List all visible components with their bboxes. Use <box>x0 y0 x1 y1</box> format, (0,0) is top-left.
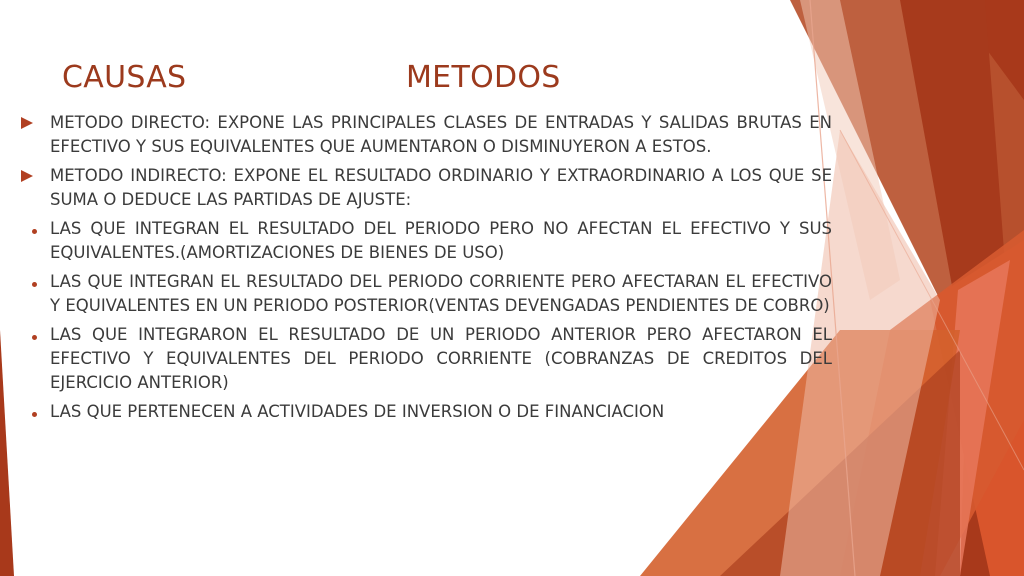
list-item-text: METODO INDIRECTO: EXPONE EL RESULTADO ORDINARIO Y EXTRAORDINARIO A LOS QUE SE SUMA O DEDUCE LAS PARTIDAS DE AJUSTE: <box>50 166 832 209</box>
bullet-list <box>18 111 832 429</box>
dot-bullet-icon <box>18 400 46 424</box>
list-item-text: LAS QUE PERTENECEN A ACTIVIDADES DE INVERSION O DE FINANCIACION <box>50 402 665 421</box>
list-item-no-afectan <box>18 217 832 265</box>
title-metodos: METODOS <box>406 60 561 95</box>
dot-bullet-icon <box>18 217 46 241</box>
list-item-text: LAS QUE INTEGRAN EL RESULTADO DEL PERIODO CORRIENTE PERO AFECTARAN EL EFECTIVO Y EQUIVALENTES EN UN PERIODO POSTERIOR(VENTAS DEVENGADAS PENDIENTES DE COBRO) <box>50 272 832 315</box>
arrow-bullet-icon <box>18 164 46 188</box>
arrow-bullet-icon <box>18 111 46 135</box>
slide-title <box>62 58 622 98</box>
title-causas: CAUSAS <box>62 60 187 95</box>
dot-bullet-icon <box>18 270 46 294</box>
list-item-text: LAS QUE INTEGRAN EL RESULTADO DEL PERIODO PERO NO AFECTAN EL EFECTIVO Y SUS EQUIVALENTES.(AMORTIZACIONES DE BIENES DE USO) <box>50 219 832 262</box>
list-item-metodo-indirecto <box>18 164 832 212</box>
list-item-periodo-posterior <box>18 270 832 318</box>
list-item-metodo-directo <box>18 111 832 159</box>
list-item-inversion-financiacion <box>18 400 832 424</box>
dot-bullet-icon <box>18 323 46 347</box>
list-item-text: METODO DIRECTO: EXPONE LAS PRINCIPALES CLASES DE ENTRADAS Y SALIDAS BRUTAS EN EFECTIVO Y SUS EQUIVALENTES QUE AUMENTARON O DISMINUYERON A ESTOS. <box>50 113 832 156</box>
list-item-periodo-anterior <box>18 323 832 395</box>
list-item-text: LAS QUE INTEGRARON EL RESULTADO DE UN PERIODO ANTERIOR PERO AFECTARON EL EFECTIVO Y EQUIVALENTES DEL PERIODO CORRIENTE (COBRANZAS DE CREDITOS DEL EJERCICIO ANTERIOR) <box>50 325 832 392</box>
